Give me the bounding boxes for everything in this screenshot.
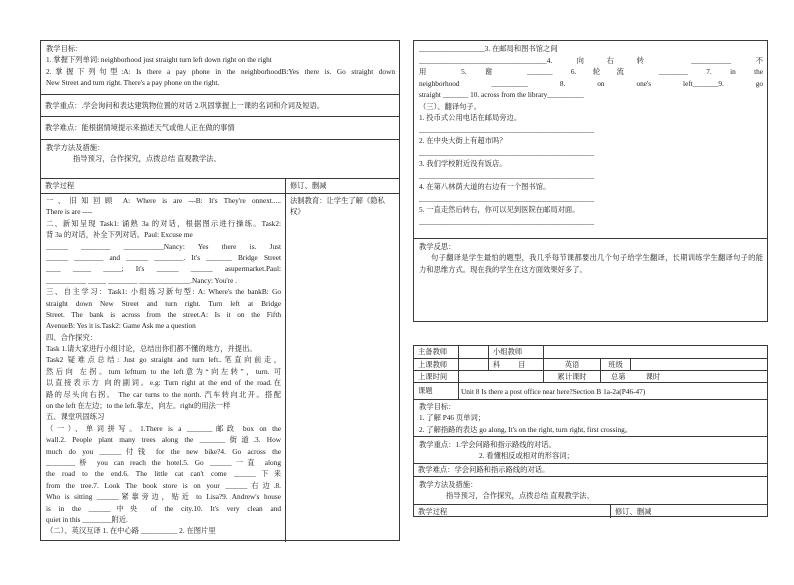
process-line: 五、课堂巩固练习 [46,412,105,422]
process-line: Task 1.请大家进行小组讨论，总结出你们都不懂的地方，并提出。 [46,344,257,354]
difficulties-row [41,117,399,140]
process-line: much do you ______付钱 for the new bike?4. Go across the [46,446,281,456]
answer-blank-line: ________________________________________________ [419,193,595,203]
info-process-header-cell [414,505,611,518]
process-line: Task2 疑难点总结: Just go straight and turn left..笔直向前走， [46,355,281,365]
info-objectives-line: 1. 了解 P46 页单词； [419,413,486,423]
info-difficulties-row [414,464,767,477]
key-points-text: 教学重点：.学会询问和表达建筑物位置的对话 2.巩固掌握上一课的名词和介词及短语。 [45,100,325,110]
process-line: 一、旧知回顾 A: Where is are ---B: It's They're onnext..... [46,196,281,205]
info-process-row [414,505,767,518]
total-hours-cell [601,371,767,382]
class-time-row [414,371,767,383]
info-objectives-line: 2. 了解指路的表达 go along, It's on the right, turn right, first crossing。 [419,424,633,434]
info-difficulties-cell [414,464,767,476]
info-key-points-cell [414,437,767,463]
revision-line: 权》 [290,207,305,217]
methods-row [41,140,399,179]
objectives-line: 1. 掌握下列单词: neighborhood just straight turn left down right on the right [46,55,272,65]
objectives-row [41,41,399,95]
answer-blank-line: ________________________________________________ [419,216,595,226]
lesson-info-table [413,345,768,517]
info-revision-header: 修订、删减 [615,506,652,516]
reflection-cell [414,239,767,321]
group-teacher-value [544,346,767,358]
objectives-line: 2.掌握下列句型:A: Is there a pay phone in the neighborhoodB:Yes there is. Go straight down [46,66,395,76]
process-line: Who is sitting ______紧靠旁边，贴近 to Lisa?9. Andrew's house [46,492,281,502]
chief-teacher-label-text: 主备教师 [418,347,448,356]
exercise-line: 3. 我们学校附近没有饭店。 [419,159,507,168]
info-revision-header-cell [611,505,767,518]
process-header-cell [41,179,286,193]
exercise-line: __________________3. 在邮局和图书馆之间 [419,44,558,53]
process-line: is in the ______中央 of the city.10. It's very clean and [46,503,281,513]
answer-blank-line: ________________________________________________ [419,170,595,180]
cumulative-hours-label [544,371,601,382]
process-line: ____ _____ _____; It's ______ ______ asupermarket.Paul: [46,264,281,274]
reflection-title: 教学反思： [419,242,456,251]
revision-header-cell [286,179,399,193]
reflection-section [414,239,767,321]
process-body-row [41,194,399,542]
key-points-row [41,95,399,117]
process-line: the road to the end.6. The little cat can't come ______下来 [46,469,281,479]
class-teacher-value [459,359,489,370]
process-line: 背 3a 的对话，补全下列对话。Paul: Excuse me [46,230,193,240]
exercise-line: 4. 在第八林荫大道的右边有一个图书馆。 [419,182,551,191]
info-process-header: 教学过程 [418,506,448,516]
info-difficulties-text: 教学难点：学会问路和指示路线的对话。 [418,465,550,474]
info-key-points-line: 2. 看懂相反或相对的形容词； [479,451,574,461]
class-label [601,359,631,370]
info-methods-title: 教学方法及措施： [419,480,478,489]
exercise-cell [414,41,767,238]
right-exercise-box [413,40,768,322]
total-prefix: 总第 [611,371,626,381]
class-value [631,359,767,370]
answer-blank-line: ________________________________________________ [419,147,595,157]
process-header-row [41,179,399,194]
info-methods-row [414,477,767,505]
process-line: from the tree.7. Look The book store is on your ______右边.8. [46,480,281,490]
topic-value-text: Unit 8 Is there a post office near here?Section B 1a-2a(P46-47) [461,386,646,396]
class-time-label [414,371,459,382]
process-line: ______ ________ ___________Nancy: Yes there is. Just [46,241,281,251]
class-teacher-label-text: 上课教师 [418,359,448,369]
group-teacher-label [489,346,544,358]
class-teacher-label [414,359,459,370]
left-lesson-table [40,40,400,541]
exercise-line: 2. 在中央大街上有超市吗？ [419,136,507,145]
subject-label [489,359,544,370]
process-line: （二）、英汉互译 1. 在中心路 __________ 2. 在图片里 [46,526,216,536]
process-line: ________桥 you can reach the hotel.5. Go ______一直 along [46,457,281,467]
topic-row [414,383,767,400]
process-line: There is are ---- [46,207,92,217]
class-time-label-text: 上课时间 [418,371,448,381]
exercise-line: neighborhood __________ 8. on one's left_______9. go [419,78,763,88]
class-time-value [459,371,544,382]
total-suffix: 课时 [645,371,661,381]
process-line: 二、新知呈现 Task1: 诵熟 3a 的对话，根据图示进行操练。Task2: [46,218,281,228]
teachers-row [414,346,767,359]
reflection-line: 句子翻译是学生最怕的题型，我几乎每节课都要出几个句子给学生翻译，长期训练学生翻译句子的能 [431,253,763,263]
class-label-text: 班级 [608,359,623,369]
key-points-cell [41,95,399,116]
reflection-line: 力和思维方式。现在我的学生在这方面效果好多了。 [419,264,587,274]
subject-label-text: 科 目 [493,359,526,369]
info-key-points-row [414,437,767,464]
info-methods-cell [414,477,767,504]
difficulties-text: 教学难点：能根据情境提示来描述天气或他人正在做的事情 [45,123,235,132]
chief-teacher-value [459,346,489,358]
methods-title: 教学方法及措施： [46,143,105,152]
info-objectives-line: 教学目标： [419,402,456,411]
exercise-line: 1. 投币式公用电话在邮局旁边。 [419,113,522,122]
chief-teacher-label [414,346,459,358]
process-line: 三、自主学习：Task1: 小组练习新句型: A: Where's the bankB: Go [46,287,281,297]
process-line: on the left 在左边；to the left.靠左，向左。right的用法一样 [46,401,231,411]
subject-value [544,359,601,370]
answer-blank-line: ________________________________________________ [419,124,595,134]
info-key-points-line: 教学重点：1.学会问路和指示路线的对话。 [419,440,556,449]
exercise-line: 用 5. 谢 _______ 6.轮流 ________ 7. in the [419,67,763,76]
exercise-line: 5. 一直走然后转右，你可以见到医院在邮局对面。 [419,205,580,214]
cumulative-hours-label-text: 累计课时 [557,371,587,381]
objectives-line: New Street and turn right. There's a pay phone on the right. [46,78,220,88]
revision-content-cell [286,194,399,542]
exercise-line: ___________________________________4. 向右转 ___________ 不 [419,55,763,65]
exercise-line: straight _______ 10. across from the library__________ [419,90,584,99]
process-line: （一）、单词拼写。1.There is a _______邮政 box on the [46,423,281,433]
exercise-line: （三）、翻译句子。 [419,101,482,111]
info-methods-text: 指导预习，合作探究，点拨总结 直观教学法、 [446,491,594,501]
topic-label [414,383,459,399]
methods-text: 指导预习，合作探究，点拨总结 直观教学法、 [73,154,221,164]
process-header: 教学过程 [45,181,75,190]
process-line: wall.2. People plant many trees along the _______街道.3. How [46,435,281,445]
objectives-line: 教学目标： [46,44,83,53]
info-objectives-row [414,400,767,437]
process-line: 以直接表示方 向的副词。e.g: Turn right at the end of the road.在 [46,378,281,388]
subject-value-text: 英语 [564,359,580,369]
group-teacher-label-text: 小组教师 [493,347,523,356]
process-line: straight down New Street and turn right. Turn left at Bridge [46,298,281,308]
class-teacher-row [414,359,767,371]
difficulties-cell [41,117,399,139]
process-line: quiet in this ________附近. [46,514,128,524]
topic-label-text: 课题 [418,386,433,395]
objectives-cell [41,41,399,94]
topic-value [459,383,767,399]
info-objectives-cell [414,400,767,436]
process-line: 四、合作探究： [46,332,98,342]
revision-header: 修订、删减 [290,181,327,190]
process-line: 路的尽头向右拐。 The car turns to the north. 汽车转向北开。搭配 [46,389,281,399]
process-line: ___________ _____ ________ ______________.Nancy: You're . [46,275,238,285]
methods-cell [41,140,399,178]
process-line: Street. The bank is across from the street.A: Is it on the Fifth [46,309,281,319]
revision-line: 法制教育：让学生了解《隐私 [290,196,385,205]
process-line: ______ ________ and ______ ________. It's _______ Bridge Street [46,252,281,262]
process-line: AvenueB: Yes it is.Task2: Game Ask me a question [46,321,196,331]
process-line: 然后向 左拐。turn leftturn to the left意为“向左转”，turn. 可 [46,366,281,376]
process-content-cell [41,194,286,542]
exercise-section [414,41,767,239]
